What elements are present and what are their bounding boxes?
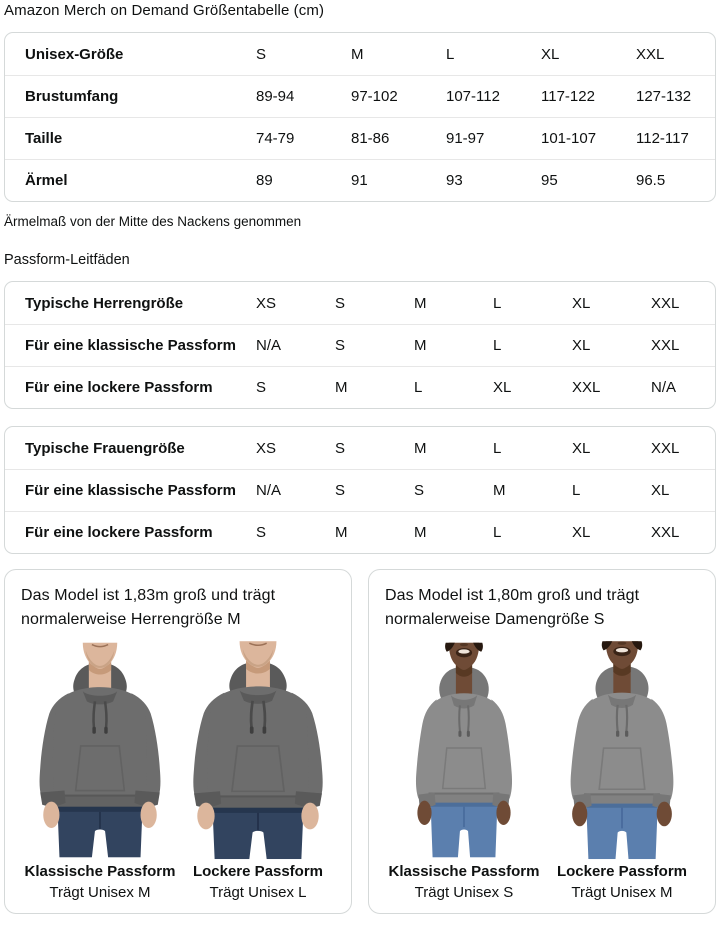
column-header: L	[446, 45, 455, 63]
womens-fit-table	[4, 426, 716, 554]
table-row	[5, 511, 715, 553]
size-value: 91	[351, 172, 368, 189]
model-cards	[4, 569, 716, 914]
size-value: 93	[446, 172, 463, 189]
size-value: L	[414, 379, 423, 396]
figure-male-loose	[179, 642, 337, 901]
column-header: XL	[541, 45, 560, 63]
row-label: Für eine lockere Passform	[25, 524, 213, 541]
size-value: S	[335, 439, 346, 457]
size-value: 96.5	[636, 172, 666, 189]
size-value: 95	[541, 172, 558, 189]
figure-male-classic	[21, 642, 179, 901]
row-label: Für eine klassische Passform	[25, 482, 236, 499]
size-value: 89	[256, 172, 273, 189]
size-value: S	[335, 482, 346, 499]
size-value: XL	[572, 337, 591, 354]
row-label: Taille	[25, 130, 63, 147]
fit-label: Klassische Passform	[388, 863, 540, 880]
size-value: M	[335, 379, 348, 396]
unisex-size-table	[4, 32, 716, 202]
size-value: M	[493, 482, 506, 499]
table-row	[5, 427, 715, 469]
size-value: 112-117	[636, 130, 689, 147]
size-value: XXL	[651, 294, 680, 312]
row-label: Typische Herrengröße	[25, 294, 184, 312]
female-model-loose-photo	[541, 641, 704, 860]
size-value: S	[256, 379, 267, 396]
sleeve-footnote: Ärmelmaß von der Mitte des Nackens genommen	[4, 214, 302, 229]
size-value: M	[335, 524, 348, 541]
table-row	[5, 366, 715, 408]
table-row	[5, 75, 715, 117]
size-value: XXL	[651, 439, 680, 457]
female-model-classic-photo	[388, 642, 540, 858]
size-value: XL	[572, 524, 591, 541]
row-label: Für eine lockere Passform	[25, 379, 213, 396]
size-value: 74-79	[256, 130, 295, 147]
size-value: 89-94	[256, 88, 295, 105]
fit-label: Lockere Passform	[192, 863, 324, 880]
fit-label: Klassische Passform	[24, 863, 176, 880]
size-value: L	[493, 439, 502, 457]
size-value: L	[493, 337, 502, 354]
size-worn-label: Trägt Unisex M	[49, 884, 151, 901]
column-header: S	[256, 45, 267, 63]
size-value: XL	[572, 294, 591, 312]
size-worn-label: Trägt Unisex M	[571, 884, 673, 901]
table-row	[5, 282, 715, 324]
size-value: M	[414, 337, 427, 354]
size-value: 97-102	[351, 88, 398, 105]
size-value: 127-132	[636, 88, 692, 105]
male-model-loose-photo	[177, 641, 340, 860]
row-label: Für eine klassische Passform	[25, 337, 236, 354]
female-model-card	[368, 569, 716, 914]
table-row	[5, 324, 715, 366]
figure-female-classic	[385, 642, 543, 901]
size-value: 107-112	[446, 88, 500, 105]
model-figures	[21, 642, 337, 901]
size-value: S	[335, 294, 346, 312]
size-worn-label: Trägt Unisex S	[414, 884, 514, 901]
size-value: 117-122	[541, 88, 595, 105]
size-value: M	[414, 524, 427, 541]
size-value: 81-86	[351, 130, 390, 147]
size-value: S	[256, 524, 267, 541]
mens-fit-table	[4, 281, 716, 409]
row-label: Typische Frauengröße	[25, 439, 185, 457]
model-figures	[385, 642, 701, 901]
size-value: M	[414, 439, 427, 457]
row-label: Ärmel	[25, 172, 68, 189]
row-label: Brustumfang	[25, 88, 119, 105]
size-value: N/A	[651, 379, 677, 396]
table-row	[5, 117, 715, 159]
column-header: M	[351, 45, 364, 63]
size-value: XXL	[651, 337, 680, 354]
fit-label: Lockere Passform	[556, 863, 688, 880]
size-value: L	[493, 294, 502, 312]
male-model-card	[4, 569, 352, 914]
figure-female-loose	[543, 642, 701, 901]
table-header-row	[5, 33, 715, 75]
table-row	[5, 469, 715, 511]
size-value: L	[572, 482, 581, 499]
size-value: XS	[256, 439, 277, 457]
size-value: S	[414, 482, 425, 499]
size-value: 91-97	[446, 130, 485, 147]
size-value: XS	[256, 294, 277, 312]
size-value: XL	[493, 379, 512, 396]
size-value: L	[493, 524, 502, 541]
page-title: Amazon Merch on Demand Größentabelle (cm)	[4, 2, 325, 19]
model-description: Das Model ist 1,80m groß und trägt normalerweise Damengröße S	[385, 587, 640, 628]
column-header: XXL	[636, 45, 665, 63]
size-value: S	[335, 337, 346, 354]
size-value: N/A	[256, 482, 282, 499]
model-description: Das Model ist 1,83m groß und trägt normalerweise Herrengröße M	[21, 587, 276, 628]
row-label: Unisex-Größe	[25, 45, 124, 63]
size-value: XL	[651, 482, 670, 499]
size-value: XL	[572, 439, 591, 457]
size-value: XXL	[651, 524, 680, 541]
size-value: 101-107	[541, 130, 597, 147]
size-value: XXL	[572, 379, 601, 396]
table-row	[5, 159, 715, 201]
size-value: N/A	[256, 337, 282, 354]
male-model-classic-photo	[24, 642, 176, 858]
size-worn-label: Trägt Unisex L	[209, 884, 307, 901]
fit-guides-heading: Passform-Leitfäden	[4, 252, 130, 268]
size-value: M	[414, 294, 427, 312]
